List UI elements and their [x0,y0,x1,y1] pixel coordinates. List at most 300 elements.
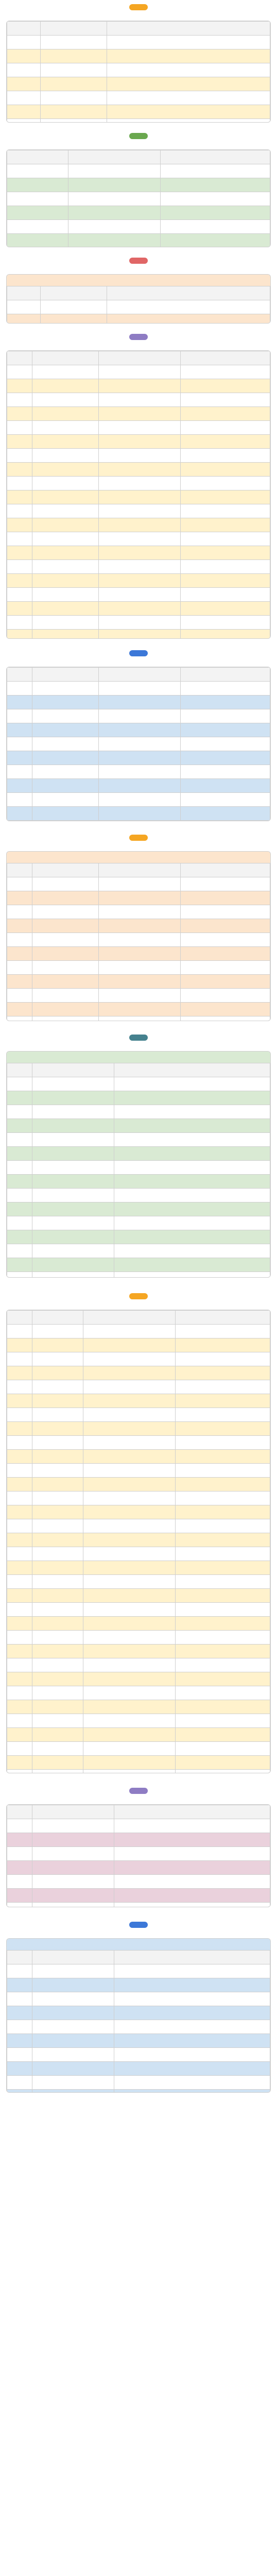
table-row [7,1016,270,1022]
table-cell [7,1819,32,1833]
table-cell [7,1658,32,1672]
table-header-cell [32,351,99,365]
table-cell [83,1561,176,1575]
table-cell [32,1175,114,1189]
section-8-rows [7,1325,270,1774]
table-cell [83,1394,176,1408]
table-row [7,975,270,989]
table-cell [83,1492,176,1505]
table-row [7,1964,270,1978]
table-header-cell [7,1063,32,1077]
table-cell [41,77,107,91]
table-row [7,1147,270,1161]
table-cell [7,1505,32,1519]
table-header-row [7,351,270,365]
table-cell [114,1216,270,1230]
table-header-cell [32,668,99,682]
table-cell [32,1978,114,1992]
section-7-rows [7,1077,270,1278]
table-cell [99,807,181,821]
table-cell [7,1338,32,1352]
table-row [7,220,270,234]
table-cell [181,947,270,961]
section-7-table [7,1063,270,1278]
table-cell [7,77,41,91]
table-cell [32,919,99,933]
table-cell [99,919,181,933]
table-cell [83,1464,176,1478]
table-cell [176,1478,270,1492]
section-6-title [129,835,148,841]
table-cell [7,393,32,407]
table-cell [181,709,270,723]
table-cell [161,220,270,234]
table-cell [83,1547,176,1561]
table-cell [83,1325,176,1338]
table-cell [176,1464,270,1478]
table-row [7,164,270,178]
table-header-cell [181,668,270,682]
table-cell [32,1645,83,1658]
table-cell [99,407,181,421]
table-cell [176,1672,270,1686]
table-cell [176,1603,270,1617]
table-cell [7,1756,32,1770]
table-row [7,947,270,961]
table-cell [32,602,99,616]
table-cell [176,1589,270,1603]
table-cell [41,36,107,49]
table-cell [114,1903,270,1908]
table-cell [181,449,270,463]
section-10-title-wrap [6,1922,271,1936]
table-header-cell [181,863,270,877]
table-cell [7,905,32,919]
table-row [7,574,270,588]
table-cell [114,1161,270,1175]
table-cell [99,449,181,463]
table-cell [7,2090,32,2093]
table-cell [181,737,270,751]
table-cell [181,616,270,630]
table-row [7,1547,270,1561]
table-row [7,1575,270,1589]
table-cell [181,933,270,947]
table-cell [107,300,270,314]
table-row [7,1819,270,1833]
table-cell [32,751,99,765]
table-cell [7,1861,32,1875]
table-cell [181,504,270,518]
table-cell [41,91,107,105]
table-header-cell [99,863,181,877]
table-cell [114,1189,270,1202]
table-cell [7,1686,32,1700]
table-row [7,1408,270,1422]
table-cell [32,723,99,737]
table-cell [32,1216,114,1230]
table-cell [114,1202,270,1216]
table-cell [68,164,161,178]
table-row [7,1833,270,1847]
table-cell [83,1519,176,1533]
table-header-cell [41,286,107,300]
table-cell [99,421,181,435]
table-cell [32,1202,114,1216]
table-cell [99,560,181,574]
table-cell [181,751,270,765]
table-cell [7,1436,32,1450]
table-cell [68,206,161,220]
table-cell [7,164,68,178]
section-9-table [7,1805,270,1907]
table-cell [176,1617,270,1631]
table-cell [176,1533,270,1547]
table-cell [99,477,181,490]
table-cell [114,1992,270,2006]
table-row [7,933,270,947]
table-row [7,779,270,793]
table-header-cell [181,351,270,365]
table-header-cell [7,863,32,877]
table-cell [32,989,99,1003]
table-cell [41,63,107,77]
table-row [7,1861,270,1875]
table-cell [176,1366,270,1380]
table-cell [176,1338,270,1352]
table-cell [99,574,181,588]
table-cell [32,560,99,574]
table-cell [83,1338,176,1352]
table-cell [7,1631,32,1645]
table-cell [32,1964,114,1978]
table-cell [83,1603,176,1617]
table-row [7,616,270,630]
table-row [7,1202,270,1216]
table-header-cell [7,668,32,682]
table-cell [7,793,32,807]
table-cell [7,206,68,220]
table-cell [7,779,32,793]
table-cell [176,1352,270,1366]
table-cell [83,1422,176,1436]
table-cell [7,989,32,1003]
table-row [7,630,270,639]
table-header-cell [7,1805,32,1819]
table-cell [32,1366,83,1380]
table-cell [181,393,270,407]
table-cell [32,696,99,709]
table-cell [181,793,270,807]
table-cell [83,1686,176,1700]
table-cell [32,1105,114,1119]
table-cell [7,546,32,560]
table-row [7,1258,270,1272]
table-cell [32,2090,114,2093]
table-row [7,1875,270,1889]
table-cell [176,1561,270,1575]
table-header-cell [32,1311,83,1325]
table-cell [176,1505,270,1519]
section-6-table [7,863,270,1021]
table-header-cell [7,351,32,365]
table-cell [7,421,32,435]
table-cell [68,178,161,192]
section-9-title [129,1788,148,1794]
section-10-table [7,1950,270,2093]
table-cell [32,588,99,602]
table-cell [7,1408,32,1422]
table-cell [114,1272,270,1278]
table-cell [7,1450,32,1464]
table-cell [7,1105,32,1119]
table-cell [7,1133,32,1147]
table-cell [99,751,181,765]
table-cell [83,1533,176,1547]
table-cell [107,63,270,77]
table-row [7,63,270,77]
table-row [7,178,270,192]
table-cell [83,1589,176,1603]
table-cell [176,1394,270,1408]
table-cell [68,192,161,206]
section-10-card [6,1938,271,2093]
table-row [7,1603,270,1617]
table-cell [7,449,32,463]
table-cell [7,2048,32,2062]
table-row [7,588,270,602]
table-cell [99,989,181,1003]
table-cell [181,365,270,379]
table-cell [32,793,99,807]
table-cell [41,314,107,324]
table-cell [7,1728,32,1742]
table-cell [176,1547,270,1561]
table-cell [7,821,32,822]
table-cell [7,877,32,891]
table-cell [99,379,181,393]
table-header-row [7,1063,270,1077]
table-cell [181,989,270,1003]
table-cell [7,2006,32,2020]
table-cell [7,300,41,314]
table-cell [176,1436,270,1450]
table-cell [99,933,181,947]
section-1-card [6,21,271,123]
section-9-title-wrap [6,1788,271,1802]
table-cell [7,1742,32,1756]
table-header-cell [114,1951,270,1964]
table-cell [114,2006,270,2020]
table-cell [83,1408,176,1422]
table-cell [32,1325,83,1338]
table-row [7,49,270,63]
table-cell [32,365,99,379]
table-row [7,1161,270,1175]
section-4-table [7,351,270,639]
table-cell [32,393,99,407]
table-row [7,1119,270,1133]
table-cell [7,314,41,324]
table-row [7,1105,270,1119]
section-2-title [129,133,148,139]
table-row [7,1978,270,1992]
table-cell [7,1770,32,1774]
table-row [7,1325,270,1338]
table-header-cell [7,286,41,300]
table-cell [32,1533,83,1547]
table-cell [176,1658,270,1672]
table-cell [32,1742,83,1756]
table-cell [32,975,99,989]
section-9-card [6,1804,271,1907]
table-cell [83,1352,176,1366]
table-cell [32,807,99,821]
table-cell [32,1258,114,1272]
table-cell [181,905,270,919]
table-cell [32,1603,83,1617]
table-cell [7,36,41,49]
table-cell [7,1422,32,1436]
table-cell [107,49,270,63]
table-cell [7,737,32,751]
table-row [7,36,270,49]
table-cell [7,1464,32,1478]
table-row [7,1672,270,1686]
table-cell [181,463,270,477]
table-cell [99,891,181,905]
table-cell [7,91,41,105]
table-cell [7,765,32,779]
table-cell [83,1575,176,1589]
table-row [7,1561,270,1575]
table-cell [7,192,68,206]
table-cell [161,192,270,206]
table-cell [32,1147,114,1161]
table-cell [7,1978,32,1992]
table-cell [32,1658,83,1672]
table-cell [181,919,270,933]
table-cell [99,1016,181,1022]
table-row [7,877,270,891]
table-header-cell [99,351,181,365]
table-cell [99,709,181,723]
table-cell [32,682,99,696]
table-cell [32,463,99,477]
table-cell [7,1714,32,1728]
table-cell [176,1728,270,1742]
table-cell [32,1016,99,1022]
table-cell [181,477,270,490]
section-1-rows [7,36,270,123]
section-5-card [6,667,271,821]
table-row [7,1645,270,1658]
table-cell [7,518,32,532]
table-cell [32,1561,83,1575]
table-row [7,1436,270,1450]
table-row [7,300,270,314]
table-cell [32,1436,83,1450]
table-cell [176,1645,270,1658]
table-header-cell [32,1805,114,1819]
table-cell [7,63,41,77]
table-row [7,192,270,206]
table-cell [32,2076,114,2090]
table-cell [41,119,107,123]
table-cell [7,933,32,947]
section-3-title [129,258,148,264]
table-cell [114,1244,270,1258]
table-row [7,1589,270,1603]
table-cell [83,1380,176,1394]
table-row [7,1847,270,1861]
table-cell [161,206,270,220]
table-cell [83,1756,176,1770]
table-cell [107,105,270,119]
table-cell [176,1492,270,1505]
table-cell [114,1819,270,1833]
section-3-rows [7,300,270,324]
section-4-rows [7,365,270,639]
table-cell [32,546,99,560]
table-row [7,1505,270,1519]
table-cell [7,1964,32,1978]
table-cell [32,1338,83,1352]
table-row [7,532,270,546]
table-header-row [7,1951,270,1964]
table-cell [7,1394,32,1408]
table-row [7,961,270,975]
table-cell [181,532,270,546]
table-cell [41,105,107,119]
table-cell [7,1847,32,1861]
table-cell [99,518,181,532]
table-cell [7,2076,32,2090]
table-cell [99,490,181,504]
table-cell [7,1325,32,1338]
table-cell [32,1631,83,1645]
table-header-cell [107,22,270,36]
table-row [7,807,270,821]
table-cell [181,696,270,709]
table-cell [32,1617,83,1631]
table-row [7,1617,270,1631]
table-cell [7,1875,32,1889]
table-cell [32,421,99,435]
table-cell [107,119,270,123]
table-row [7,546,270,560]
table-row [7,602,270,616]
table-cell [83,1728,176,1742]
table-row [7,314,270,324]
table-cell [32,518,99,532]
table-cell [7,1992,32,2006]
table-header-row [7,150,270,164]
table-cell [181,407,270,421]
table-cell [32,821,99,822]
table-cell [7,1561,32,1575]
table-cell [32,1244,114,1258]
table-cell [176,1686,270,1700]
section-6-rows [7,877,270,1022]
table-header-cell [7,22,41,36]
table-cell [32,961,99,975]
section-2-rows [7,164,270,248]
table-cell [32,2006,114,2020]
section-1-title-wrap [6,4,271,19]
table-cell [181,602,270,616]
table-cell [114,1147,270,1161]
